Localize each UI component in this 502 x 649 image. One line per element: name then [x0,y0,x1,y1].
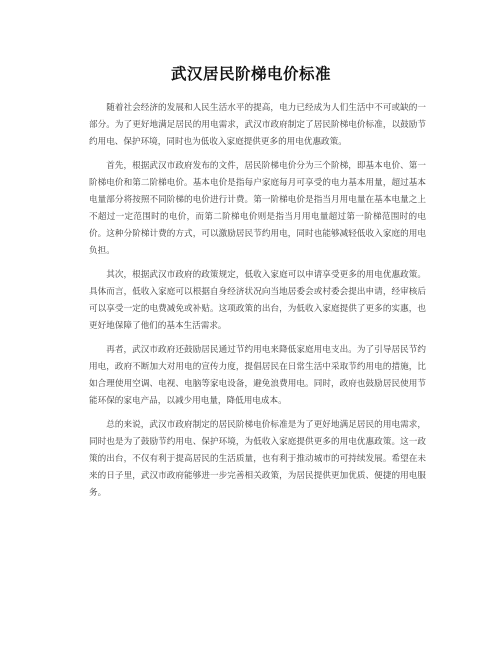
paragraph-4: 再者，武汉市政府还鼓励居民通过节约用电来降低家庭用电支出。为了引导居民节约用电，政府不断加大对用电的宣传力度，提倡居民在日常生活中采取节约用电的措施，比如合理使用空调、电视、电脑等家电设备，避免浪费用电。同时，政府也鼓励居民使用节能环保的家电产品，以减少用电量，降低用电成本。 [89,345,426,406]
document-title: 武汉居民阶梯电价标准 [170,65,331,83]
paragraph-2: 首先，根据武汉市政府发布的文件，居民阶梯电价分为三个阶梯，即基本电价、第一阶梯电价和第二阶梯电价。基本电价是指每户家庭每月可享受的电力基本用量，超过基本电量部分将按照不同阶梯的电价进行计费。第一阶梯电价是指当月用电量在基本电量之上不超过一定范围时的电价，而第二阶梯电价则是指当月用电量超过第一阶梯范围时的电价。这种分阶梯计费的方式，可以激励居民节约用电，同时也能够减轻低收入家庭的用电负担。 [89,161,426,256]
paragraph-5: 总的来说，武汉市政府制定的居民阶梯电价标准是为了更好地满足居民的用电需求，同时也是为了鼓励节约用电、保护环境，为低收入家庭提供更多的用电优惠政策。这一政策的出台，不仅有利于提高居民的生活质量，也有利于推动城市的可持续发展。希望在未来的日子里，武汉市政府能够进一步完善相关政策，为居民提供更加优质、便捷的用电服务。 [89,420,426,498]
paragraph-3: 其次，根据武汉市政府的政策规定，低收入家庭可以申请享受更多的用电优惠政策。具体而言，低收入家庭可以根据自身经济状况向当地居委会或村委会提出申请，经审核后可以享受一定的电费减免或补贴。这项政策的出台，为低收入家庭提供了更多的实惠，也更好地保障了他们的基本生活需求。 [89,270,426,331]
paragraph-1: 随着社会经济的发展和人民生活水平的提高，电力已经成为人们生活中不可或缺的一部分。为了更好地满足居民的用电需求，武汉市政府制定了居民阶梯电价标准，以鼓励节约用电、保护环境，同时也为低收入家庭提供更多的用电优惠政策。 [89,103,426,147]
document-body [89,100,426,509]
